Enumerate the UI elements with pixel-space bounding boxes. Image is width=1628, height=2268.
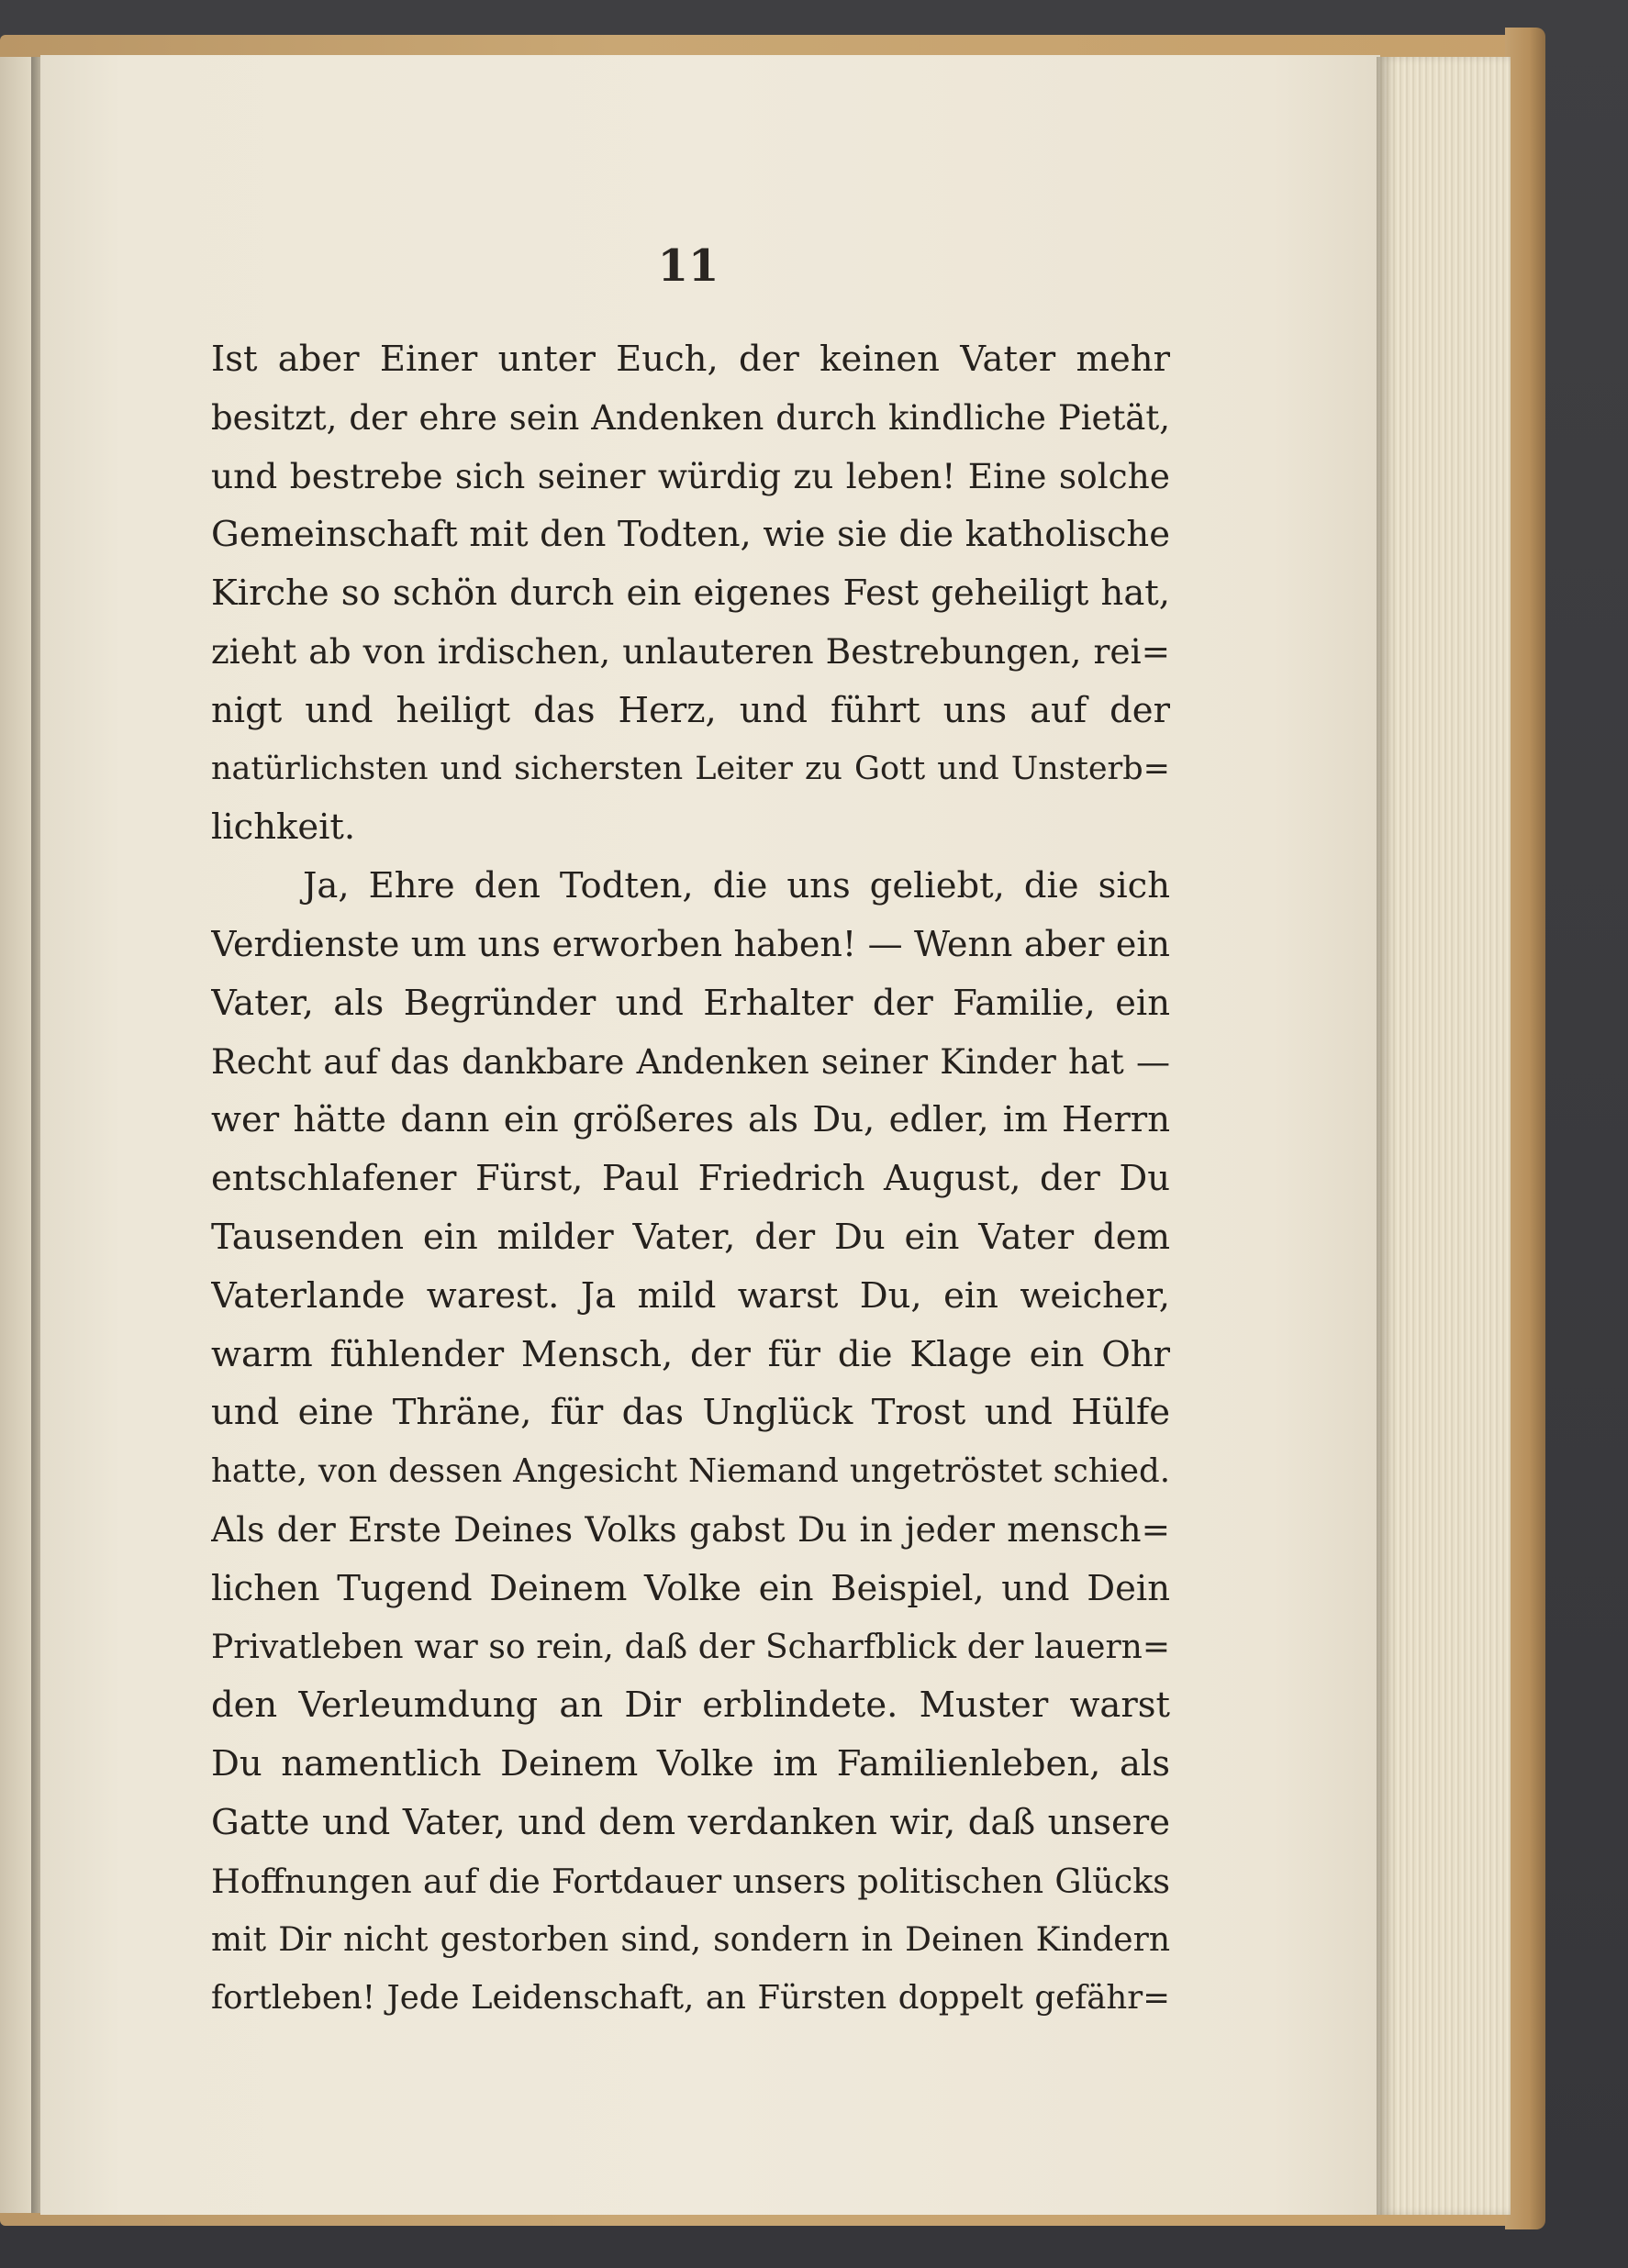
text-line: Recht auf das dankbare Andenken seiner Kinder hat — (211, 1041, 1170, 1082)
text-line: und bestrebe sich seiner würdig zu leben! Eine solche (211, 455, 1170, 496)
text-line: Vaterlande warest. Ja mild warst Du, ein weicher, (211, 1274, 1170, 1317)
text-line: hatte, von dessen Angesicht Niemand ungetröstet schied. (211, 1452, 1170, 1491)
text-line: nigt und heiligt das Herz, und führt uns auf der (211, 689, 1170, 731)
text-line: mit Dir nicht gestorben sind, sondern in Deinen Kindern (211, 1920, 1170, 1959)
text-line: besitzt, der ehre sein Andenken durch kindliche Pietät, (211, 397, 1170, 438)
text-line: Gemeinschaft mit den Todten, wie sie die katholische (211, 514, 1170, 556)
text-line: Privatleben war so rein, daß der Scharfblick der lauern= (211, 1628, 1170, 1666)
text-line: Gatte und Vater, und dem verdanken wir, daß unsere (211, 1801, 1170, 1843)
text-line: wer hätte dann ein größeres als Du, edler, im Herrn (211, 1099, 1170, 1141)
text-line: lichkeit. (211, 806, 356, 849)
text-line: Du namentlich Deinem Volke im Familienleben, als (211, 1743, 1170, 1785)
text-line: warm fühlender Mensch, der für die Klage ein Ohr (211, 1333, 1170, 1375)
text-line: Verdienste um uns erworben haben! — Wenn aber ein (211, 923, 1170, 964)
body-text (211, 330, 1170, 2028)
text-line: natürlichsten und sichersten Leiter zu Gott und Unsterb= (211, 750, 1170, 787)
text-line: Kirche so schön durch ein eigenes Fest geheiligt hat, (211, 573, 1170, 615)
page-block-shadow (1377, 57, 1397, 2215)
text-line: lichen Tugend Deinem Volke ein Beispiel, und Dein (211, 1567, 1170, 1609)
text-line: fortleben! Jede Leidenschaft, an Fürsten doppelt gefähr= (211, 1979, 1170, 2018)
text-line: und eine Thräne, für das Unglück Trost und Hülfe (211, 1392, 1170, 1434)
text-line: entschlafener Fürst, Paul Friedrich August, der Du (211, 1158, 1170, 1200)
text-line: Tausenden ein milder Vater, der Du ein Vater dem (211, 1216, 1170, 1258)
text-line: Hoffnungen auf die Fortdauer unsers politischen Glücks (211, 1861, 1170, 1901)
text-line: Ja, Ehre den Todten, die uns geliebt, die sich (303, 865, 1170, 907)
page-number: 11 (657, 240, 719, 292)
book-cover-edge (1505, 28, 1545, 2229)
text-line: zieht ab von irdischen, unlauteren Bestrebungen, rei= (211, 630, 1170, 672)
text-line: Ist aber Einer unter Euch, der keinen Vater mehr (211, 339, 1170, 380)
text-line: Vater, als Begründer und Erhalter der Familie, ein (211, 982, 1170, 1024)
text-line: Als der Erste Deines Volks gabst Du in jeder mensch= (211, 1508, 1170, 1550)
text-line: den Verleumdung an Dir erblindete. Muster warst (211, 1684, 1170, 1727)
